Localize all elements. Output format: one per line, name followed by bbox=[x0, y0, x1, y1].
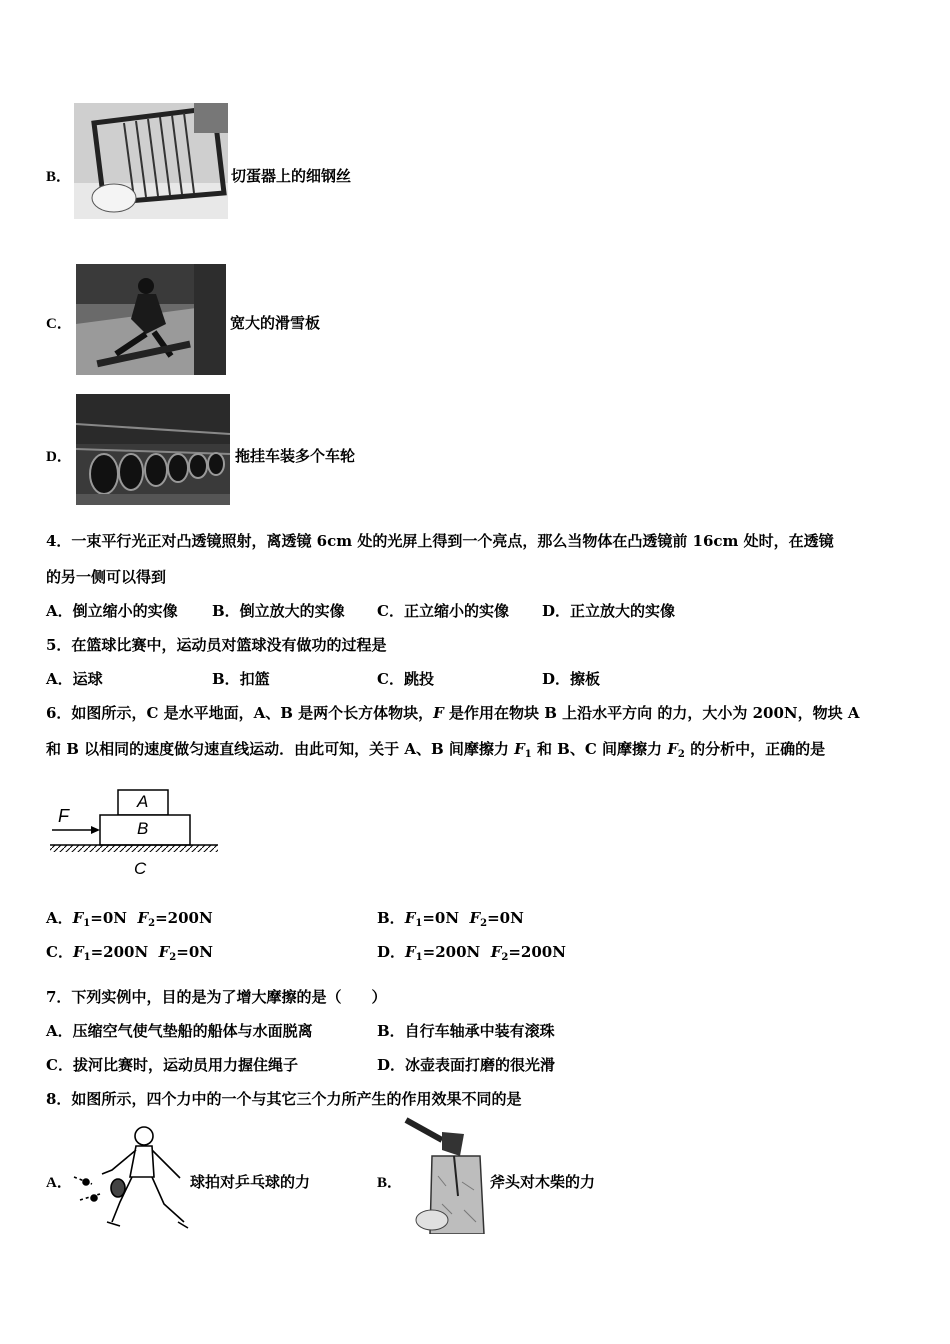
skier-photo-icon bbox=[76, 264, 226, 375]
answer-option: C．拔河比赛时，运动员用力握住绳子 bbox=[46, 1056, 298, 1074]
question-stem-line: 6．如图所示，C 是水平地面，A、B 是两个长方体物块，F 是作用在物块 B 上沿水平方向 的力，大小为 200N，物块 A bbox=[46, 704, 860, 722]
force-label: F bbox=[58, 806, 69, 826]
blocks-friction-diagram bbox=[46, 782, 226, 882]
option-letter: B． bbox=[46, 169, 72, 185]
answer-option: C．$F_1=200N$ $F_2=0N$ bbox=[46, 943, 213, 963]
question-stem: 8．如图所示，四个力中的一个与其它三个力所产生的作用效果不同的是 bbox=[46, 1090, 522, 1108]
option-caption: 宽大的滑雪板 bbox=[230, 314, 321, 332]
force-arrowhead bbox=[91, 826, 100, 834]
option-letter: C． bbox=[46, 316, 72, 332]
answer-option: C．正立缩小的实像 bbox=[377, 602, 509, 620]
question-stem-line: 4．一束平行光正对凸透镜照射，离透镜 6cm 处的光屏上得到一个亮点，那么当物体在凸透镜前 16cm 处时，在透镜 bbox=[46, 532, 834, 550]
option-letter: D． bbox=[46, 449, 72, 465]
answer-option: D．$F_1=200N$ $F_2=200N$ bbox=[377, 943, 566, 963]
answer-option: A．运球 bbox=[46, 670, 103, 688]
option-letter: A． bbox=[46, 1175, 72, 1191]
question-stem-line: 的另一侧可以得到 bbox=[46, 568, 167, 586]
answer-option: D．擦板 bbox=[542, 670, 601, 688]
answer-option: B．扣篮 bbox=[212, 670, 270, 688]
table-tennis-player-icon bbox=[72, 1122, 190, 1234]
question-stem: 5．在篮球比赛中，运动员对篮球没有做功的过程是 bbox=[46, 636, 387, 654]
question-stem-line: 和 B 以相同的速度做匀速直线运动．由此可知，关于 A、B 间摩擦力 $F_1$ 和 B、C 间摩擦力 $F_2$ 的分析中，正确的是 bbox=[46, 740, 826, 760]
option-letter: B． bbox=[377, 1175, 403, 1191]
answer-option: D．冰壶表面打磨的很光滑 bbox=[377, 1056, 556, 1074]
answer-option: D．正立放大的实像 bbox=[542, 602, 676, 620]
answer-option: B．$F_1=0N$ $F_2=0N$ bbox=[377, 909, 524, 929]
question-stem: 7．下列实例中，目的是为了增大摩擦的是（ ） bbox=[46, 988, 387, 1006]
answer-option: A．倒立缩小的实像 bbox=[46, 602, 178, 620]
block-b-label: B bbox=[137, 819, 149, 838]
block-a-label: A bbox=[137, 792, 149, 811]
trailer-truck-photo-icon bbox=[76, 394, 230, 505]
answer-option: A．压缩空气使气垫船的船体与水面脱离 bbox=[46, 1022, 313, 1040]
egg-slicer-photo-icon bbox=[74, 103, 228, 219]
option-caption: 拖挂车装多个车轮 bbox=[235, 447, 356, 465]
option-caption: 切蛋器上的细钢丝 bbox=[231, 167, 352, 185]
axe-splitting-wood-icon bbox=[402, 1116, 490, 1234]
ground-label: C bbox=[134, 859, 147, 878]
ground-hatch bbox=[50, 845, 218, 852]
answer-option: A．$F_1=0N$ $F_2=200N$ bbox=[46, 909, 213, 929]
answer-option: B．自行车轴承中装有滚珠 bbox=[377, 1022, 555, 1040]
option-caption: 球拍对乒乓球的力 bbox=[190, 1173, 311, 1191]
answer-option: B．倒立放大的实像 bbox=[212, 602, 345, 620]
answer-option: C．跳投 bbox=[377, 670, 434, 688]
option-caption: 斧头对木柴的力 bbox=[490, 1173, 596, 1191]
